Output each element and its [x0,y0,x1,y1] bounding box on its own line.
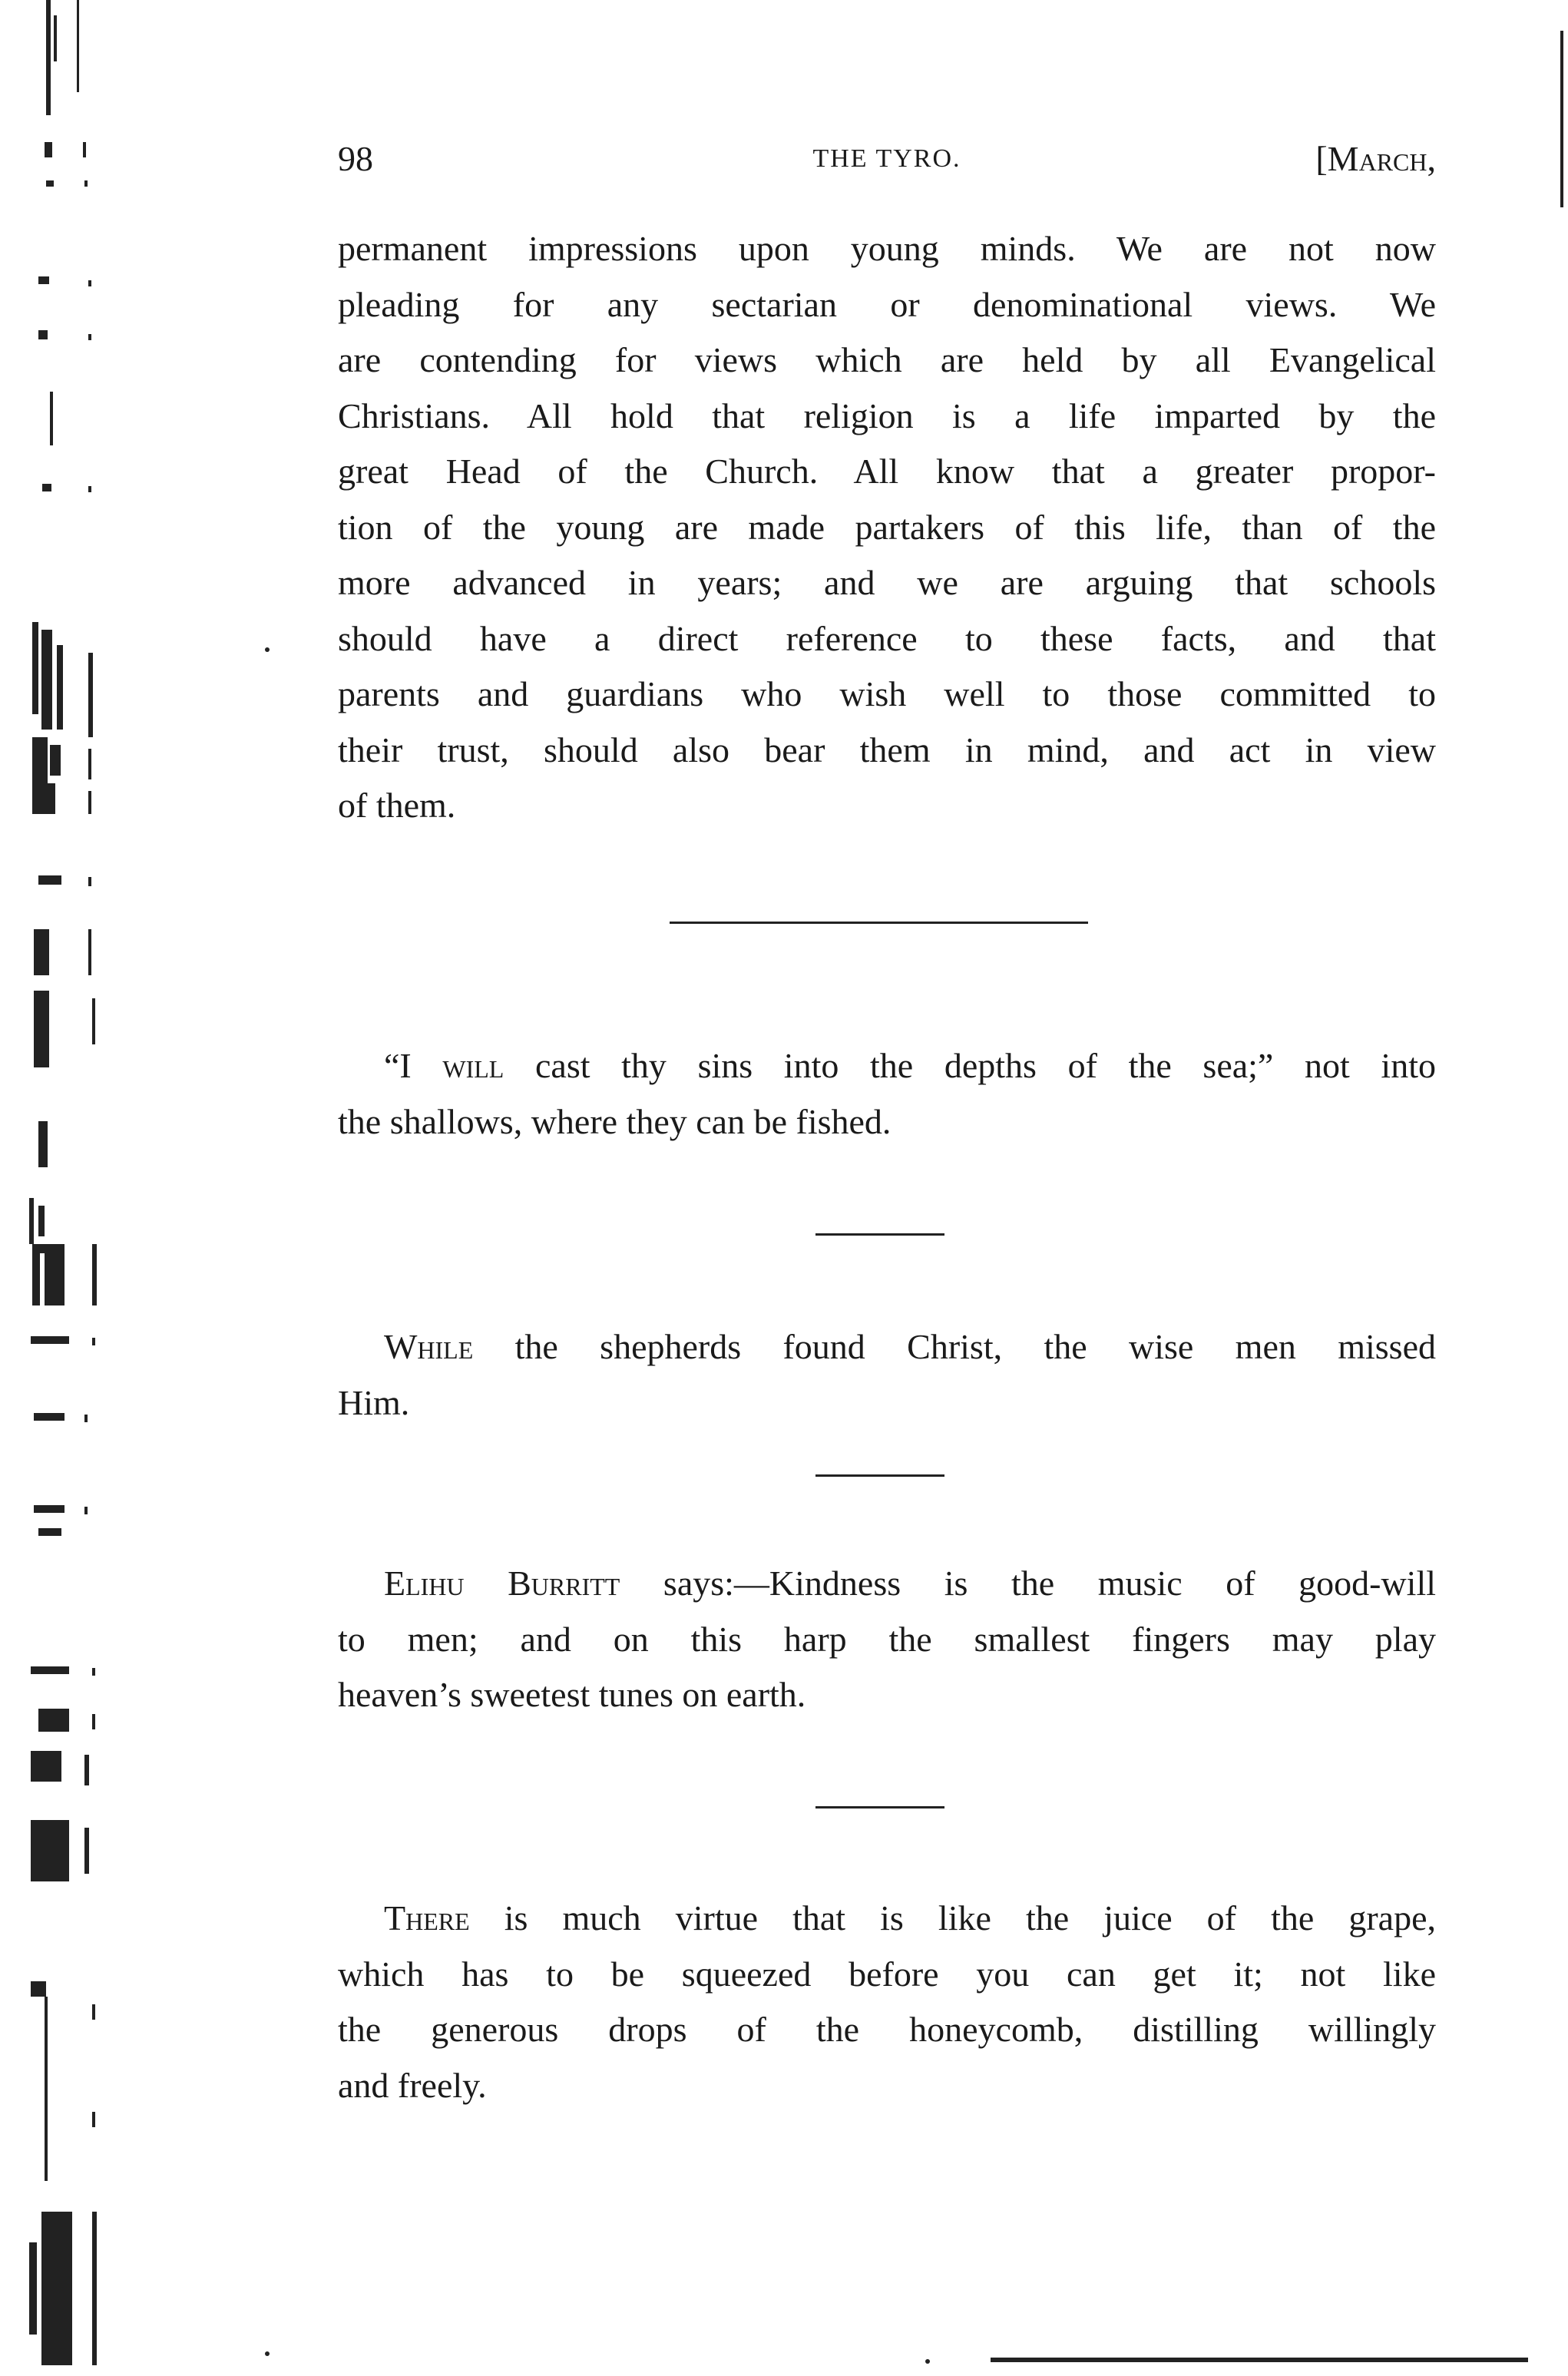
running-title: THE TYRO. [812,144,961,173]
section-rule-long [670,922,1088,924]
quote-virtue [338,1891,1436,2113]
article-line: pleading for any sectarian or denominational views. We [338,284,1436,324]
article-line: tion of the young are made partakers of this life, than of the [338,507,1436,547]
article-continuation [338,221,1436,834]
running-header [338,138,1436,192]
quote-text: the shepherds found Christ, the wise men missed [473,1327,1436,1366]
quote-sins [338,1038,1436,1150]
quote-line [338,1319,1436,1375]
article-line: more advanced in years; and we are arguing that schools [338,563,1436,602]
article-line: their trust, should also bear them in mind, and act in view [338,730,1436,769]
quote-line [338,1038,1436,1094]
quote-lead: will [442,1046,504,1085]
quote-lead: There [384,1898,470,1938]
quote-line: to men; and on this harp the smallest fingers may play [338,1619,1436,1659]
quote-text: is much virtue that is like the juice of the grape, [469,1898,1436,1938]
article-line: Christians. All hold that religion is a life imparted by the [338,395,1436,435]
margin-bleed-marks [23,0,108,2376]
quote-line: the shallows, where they can be fished. [338,1101,892,1141]
article-line: parents and guardians who wish well to those committed to [338,674,1436,713]
section-rule-short [815,1806,944,1808]
article-line: permanent impressions upon young minds. We are not now [338,229,1436,268]
quote-burritt [338,1556,1436,1723]
section-rule-short [815,1233,944,1236]
article-line: should have a direct reference to these facts, and that [338,618,1436,658]
quote-lead: Elihu Burritt [384,1564,620,1603]
quote-line: Him. [338,1382,410,1422]
quote-text: cast thy sins into the depths of the sea;” not into [504,1046,1436,1085]
quote-shepherds [338,1319,1436,1431]
stray-dot [265,2351,270,2356]
quote-text: says:—Kindness is the music of good-will [620,1564,1437,1603]
bottom-edge-rule [991,2358,1528,2362]
quote-line [338,1556,1436,1612]
quote-line: heaven’s sweetest tunes on earth. [338,1675,806,1714]
right-edge-mark [1560,31,1563,207]
article-line: of them. [338,786,456,825]
quote-line: and freely. [338,2065,487,2105]
stray-dot [925,2359,930,2364]
stray-dot [265,647,270,652]
quote-line: the generous drops of the honeycomb, distilling willingly [338,2010,1436,2049]
quote-line: which has to be squeezed before you can get it; not like [338,1954,1436,1994]
quote-open: “I [384,1046,443,1085]
quote-line [338,1891,1436,1947]
section-rule-short [815,1474,944,1477]
quote-lead: While [384,1327,474,1366]
article-line: great Head of the Church. All know that a greater propor- [338,452,1436,491]
page-number: 98 [338,139,373,178]
article-line: are contending for views which are held by all Evangelical [338,340,1436,379]
running-date: [March, [1315,139,1436,178]
